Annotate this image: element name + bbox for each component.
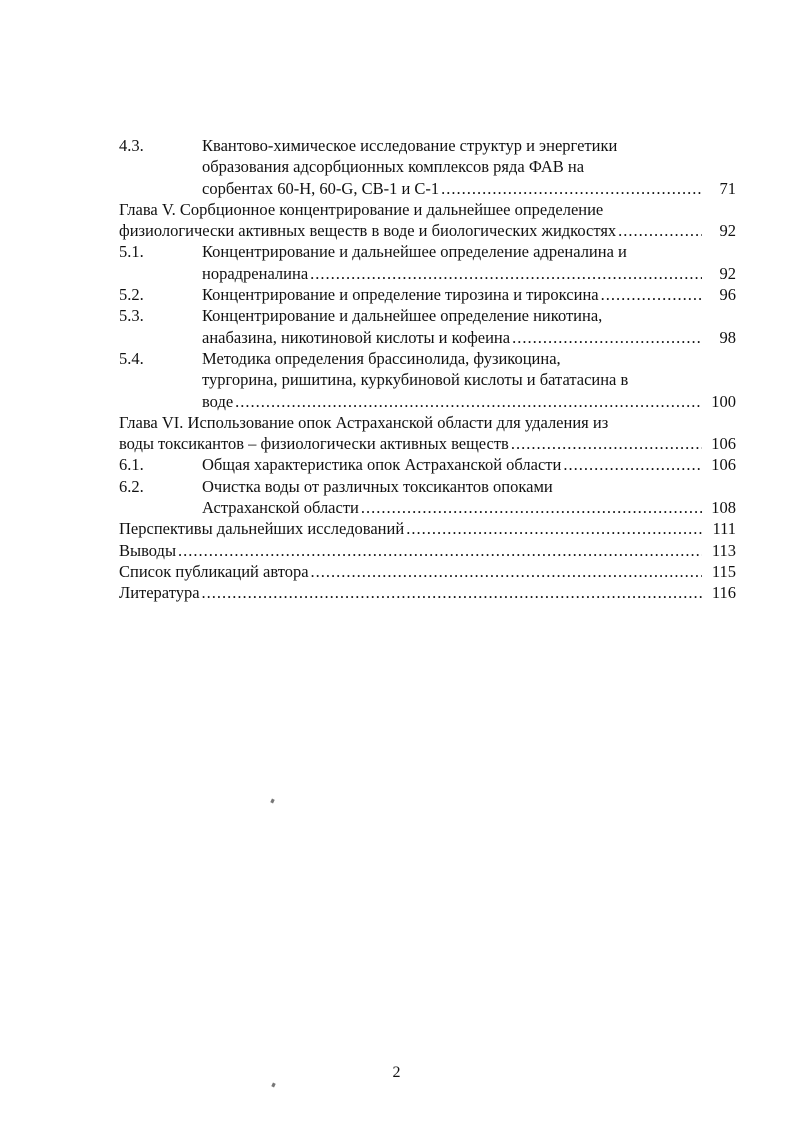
table-of-contents — [119, 135, 736, 604]
toc-entry-literature — [119, 582, 736, 603]
toc-entry-last-line — [202, 178, 736, 199]
toc-entry-page: 92 — [719, 221, 736, 241]
toc-entry-last-line — [119, 433, 736, 454]
toc-entry-body — [202, 476, 736, 519]
toc-entry-perspectives — [119, 518, 736, 539]
toc-entry-text: норадреналина — [202, 263, 309, 283]
toc-entry-6-2 — [119, 476, 736, 519]
dot-leader — [202, 582, 702, 603]
toc-entry-text: Выводы — [119, 540, 177, 560]
toc-entry-page: 106 — [711, 434, 736, 454]
toc-entry-line: Глава VI. Использование опок Астраханской области для удаления из — [119, 412, 609, 432]
toc-entry-text: сорбентах 60-H, 60-G, CB-1 и С-1 — [202, 178, 440, 198]
toc-entry-last-line — [202, 327, 736, 348]
toc-entry-line: Квантово-химическое исследование структур и энергетики — [202, 136, 618, 155]
toc-entry-body — [202, 348, 736, 412]
toc-entry-number: 6.1. — [119, 455, 144, 475]
toc-entry-5-2 — [119, 284, 736, 305]
toc-entry-last-line — [119, 220, 736, 241]
toc-entry-last-line — [119, 561, 736, 582]
toc-entry-body — [119, 518, 736, 539]
dot-leader — [310, 263, 702, 284]
toc-entry-last-line — [119, 540, 736, 561]
toc-entry-line: образования адсорбционных комплексов ряда ФАВ на — [202, 157, 585, 177]
dot-leader — [511, 433, 702, 454]
toc-entry-page: 113 — [711, 540, 736, 560]
dot-leader — [178, 540, 702, 561]
toc-entry-4-3 — [119, 135, 736, 199]
toc-entry-last-line — [119, 582, 736, 603]
toc-entry-body — [202, 284, 736, 305]
toc-entry-last-line — [202, 497, 736, 518]
dot-leader — [512, 327, 702, 348]
dot-leader — [618, 220, 702, 241]
toc-entry-line: Концентрирование и дальнейшее определение никотина, — [202, 306, 603, 326]
toc-entry-page: 96 — [719, 285, 736, 305]
toc-entry-5-1 — [119, 241, 736, 284]
toc-entry-page: 111 — [712, 519, 736, 539]
scan-speck — [270, 799, 274, 804]
toc-entry-number: 5.1. — [119, 242, 144, 262]
toc-entry-6-1 — [119, 454, 736, 475]
toc-entry-body — [202, 305, 736, 348]
toc-entry-page: 98 — [719, 327, 736, 347]
toc-entry-body — [119, 561, 736, 582]
toc-entry-number: 5.2. — [119, 285, 144, 305]
toc-entry-line: Очистка воды от различных токсикантов опоками — [202, 476, 553, 496]
toc-entry-page: 108 — [711, 498, 736, 518]
toc-entry-text: Перспективы дальнейших исследований — [119, 519, 405, 539]
toc-entry-body — [202, 241, 736, 284]
scan-speck — [271, 1083, 275, 1088]
toc-entry-text: воды токсикантов – физиологически активных веществ — [119, 434, 509, 454]
toc-entry-5-4 — [119, 348, 736, 412]
toc-entry-conclusions — [119, 540, 736, 561]
page-number: 2 — [392, 1064, 401, 1081]
toc-entry-last-line — [202, 391, 736, 412]
toc-entry-text: Список публикаций автора — [119, 561, 309, 581]
toc-entry-page: 115 — [711, 561, 736, 581]
dot-leader — [563, 454, 702, 475]
dot-leader — [601, 284, 702, 305]
toc-entry-chapter-5 — [119, 199, 736, 242]
dot-leader — [361, 497, 702, 518]
dot-leader — [406, 518, 702, 539]
toc-entry-body — [119, 199, 736, 242]
toc-entry-publications — [119, 561, 736, 582]
toc-entry-page: 71 — [719, 178, 736, 198]
toc-entry-page: 92 — [719, 263, 736, 283]
toc-entry-number: 6.2. — [119, 476, 144, 496]
toc-entry-last-line — [202, 284, 736, 305]
toc-entry-number: 4.3. — [119, 136, 144, 155]
toc-entry-number: 5.4. — [119, 348, 144, 368]
toc-entry-text: Концентрирование и определение тирозина и тироксина — [202, 285, 599, 305]
toc-entry-body — [202, 135, 736, 199]
toc-entry-last-line — [119, 518, 736, 539]
toc-entry-line: Концентрирование и дальнейшее определение адреналина и — [202, 242, 627, 262]
toc-entry-last-line — [202, 263, 736, 284]
toc-entry-page: 106 — [711, 455, 736, 475]
dot-leader — [311, 561, 702, 582]
toc-entry-page: 116 — [711, 583, 736, 603]
toc-entry-last-line — [202, 454, 736, 475]
toc-entry-text: анабазина, никотиновой кислоты и кофеина — [202, 327, 511, 347]
toc-entry-body — [119, 412, 736, 455]
toc-entry-line: Глава V. Сорбционное концентрирование и дальнейшее определение — [119, 199, 604, 219]
toc-entry-text: воде — [202, 391, 234, 411]
toc-entry-chapter-6 — [119, 412, 736, 455]
toc-entry-text: Литература — [119, 583, 200, 603]
dot-leader — [441, 178, 702, 199]
toc-entry-number: 5.3. — [119, 306, 144, 326]
dot-leader — [235, 391, 702, 412]
toc-entry-body — [119, 582, 736, 603]
toc-entry-body — [202, 454, 736, 475]
toc-entry-text: Астраханской области — [202, 498, 359, 518]
toc-entry-body — [119, 540, 736, 561]
toc-entry-page: 100 — [711, 391, 736, 411]
toc-entry-text: Общая характеристика опок Астраханской области — [202, 455, 562, 475]
toc-entry-line: тургорина, ришитина, куркубиновой кислоты и бататасина в — [202, 370, 629, 390]
toc-entry-5-3 — [119, 305, 736, 348]
toc-entry-line: Методика определения брассинолида, фузикоцина, — [202, 348, 561, 368]
toc-entry-text: физиологически активных веществ в воде и биологических жидкостях — [119, 221, 617, 241]
